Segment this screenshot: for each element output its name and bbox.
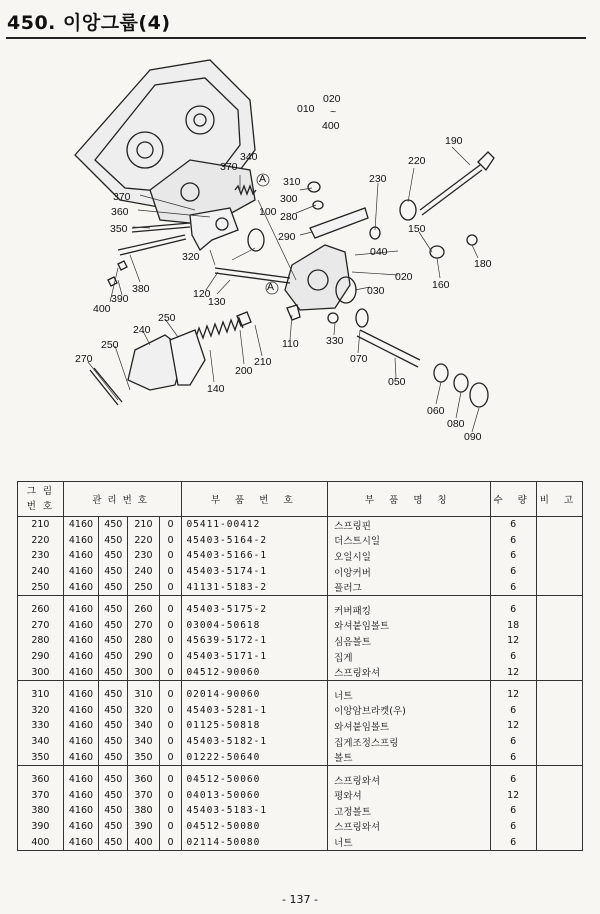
exploded-parts-diagram (0, 40, 600, 460)
remarks-cell (536, 595, 582, 617)
mgmt-a-cell: 4160 (63, 680, 98, 702)
mgmt-b-cell: 450 (99, 718, 128, 734)
callout-label: 130 (208, 296, 226, 308)
remarks-cell (536, 788, 582, 804)
part-name-cell: 이앙커버 (328, 564, 490, 580)
table-row (18, 579, 583, 595)
callout-label: 350 (110, 223, 128, 235)
remarks-cell (536, 533, 582, 549)
callout-label: 300 (280, 193, 298, 205)
part-no-cell: 01125-50818 (182, 718, 328, 734)
part-name-cell: 스프링와셔 (328, 664, 490, 680)
qty-cell: 6 (490, 548, 536, 564)
mgmt-b-cell: 450 (99, 734, 128, 750)
table-row (18, 595, 583, 617)
remarks-cell (536, 703, 582, 719)
table-row (18, 819, 583, 835)
fig-no-cell: 250 (18, 579, 64, 595)
mgmt-a-cell: 4160 (63, 749, 98, 765)
fig-no-cell: 220 (18, 533, 64, 549)
part-no-cell: 04512-90060 (182, 664, 328, 680)
table-row (18, 749, 583, 765)
part-no-cell: 45403-5281-1 (182, 703, 328, 719)
callout-label: 370 (220, 161, 238, 173)
table-row (18, 834, 583, 850)
callout-label: 270 (75, 353, 93, 365)
mgmt-b-cell: 450 (99, 579, 128, 595)
fig-no-cell: 320 (18, 703, 64, 719)
mgmt-d-cell: 0 (159, 819, 182, 835)
mgmt-d-cell: 0 (159, 595, 182, 617)
mgmt-c-cell: 400 (128, 834, 159, 850)
mgmt-a-cell: 4160 (63, 633, 98, 649)
table-row (18, 618, 583, 634)
mgmt-b-cell: 450 (99, 633, 128, 649)
mgmt-d-cell: 0 (159, 834, 182, 850)
mgmt-b-cell: 450 (99, 533, 128, 549)
qty-cell: 6 (490, 749, 536, 765)
part-no-cell: 02114-50080 (182, 834, 328, 850)
fig-no-cell: 360 (18, 765, 64, 787)
mgmt-b-cell: 450 (99, 749, 128, 765)
mgmt-c-cell: 280 (128, 633, 159, 649)
part-no-cell: 45403-5175-2 (182, 595, 328, 617)
callout-label: 250 (158, 312, 176, 324)
remarks-cell (536, 680, 582, 702)
fig-no-cell: 240 (18, 564, 64, 580)
part-name-cell: 더스트시일 (328, 533, 490, 549)
remarks-cell (536, 803, 582, 819)
fig-no-cell: 230 (18, 548, 64, 564)
remarks-cell (536, 765, 582, 787)
mgmt-d-cell: 0 (159, 718, 182, 734)
diagram-svg (0, 40, 600, 460)
callout-label: 110 (282, 338, 299, 350)
mgmt-c-cell: 250 (128, 579, 159, 595)
part-name-cell: 평와셔 (328, 788, 490, 804)
part-name-cell: 플러그 (328, 579, 490, 595)
table-row (18, 765, 583, 787)
remarks-cell (536, 618, 582, 634)
mgmt-b-cell: 450 (99, 765, 128, 787)
part-no-cell: 45403-5166-1 (182, 548, 328, 564)
qty-cell: 6 (490, 703, 536, 719)
mgmt-a-cell: 4160 (63, 834, 98, 850)
mgmt-d-cell: 0 (159, 618, 182, 634)
mgmt-c-cell: 300 (128, 664, 159, 680)
callout-label: 160 (432, 279, 450, 291)
mgmt-c-cell: 230 (128, 548, 159, 564)
qty-cell: 6 (490, 517, 536, 533)
mgmt-d-cell: 0 (159, 633, 182, 649)
qty-cell: 6 (490, 834, 536, 850)
mgmt-c-cell: 210 (128, 517, 159, 533)
fig-no-cell: 400 (18, 834, 64, 850)
remarks-cell (536, 664, 582, 680)
part-no-cell: 45403-5171-1 (182, 649, 328, 665)
qty-cell: 6 (490, 533, 536, 549)
part-no-cell: 45403-5183-1 (182, 803, 328, 819)
qty-cell: 6 (490, 579, 536, 595)
mgmt-c-cell: 390 (128, 819, 159, 835)
callout-label: 140 (207, 383, 225, 395)
callout-label: 220 (408, 155, 426, 167)
mgmt-a-cell: 4160 (63, 579, 98, 595)
part-name-cell: 스프링와셔 (328, 765, 490, 787)
callout-label: 200 (235, 365, 253, 377)
mgmt-c-cell: 340 (128, 734, 159, 750)
mgmt-a-cell: 4160 (63, 718, 98, 734)
page-title: 450. 이앙그룹(4) (7, 12, 171, 34)
mgmt-a-cell: 4160 (63, 734, 98, 750)
callout-label: 060 (427, 405, 445, 417)
remarks-cell (536, 749, 582, 765)
callout-label: 010 (297, 103, 315, 115)
mgmt-b-cell: 450 (99, 680, 128, 702)
mgmt-b-cell: 450 (99, 703, 128, 719)
callout-label: ~ (330, 106, 337, 118)
mgmt-c-cell: 340 (128, 718, 159, 734)
remarks-cell (536, 548, 582, 564)
qty-cell: 6 (490, 734, 536, 750)
title-rule (6, 37, 586, 39)
part-name-cell: 스프링와셔 (328, 819, 490, 835)
fig-no-cell: 290 (18, 649, 64, 665)
qty-cell: 12 (490, 664, 536, 680)
fig-no-cell: 280 (18, 633, 64, 649)
part-name-cell: 볼트 (328, 749, 490, 765)
callout-label: 040 (370, 246, 388, 258)
col-part-name: 부 품 명 칭 (328, 482, 490, 517)
mgmt-b-cell: 450 (99, 788, 128, 804)
mgmt-b-cell: 450 (99, 618, 128, 634)
callout-label: 390 (111, 293, 129, 305)
part-no-cell: 41131-5183-2 (182, 579, 328, 595)
part-name-cell: 스프링핀 (328, 517, 490, 533)
mgmt-a-cell: 4160 (63, 803, 98, 819)
part-no-cell: 45403-5164-2 (182, 533, 328, 549)
callout-label: 250 (101, 339, 119, 351)
mgmt-d-cell: 0 (159, 533, 182, 549)
part-no-cell: 05411-00412 (182, 517, 328, 533)
table-row (18, 803, 583, 819)
remarks-cell (536, 834, 582, 850)
callout-label: 370 (113, 191, 131, 203)
part-name-cell: 집게 (328, 649, 490, 665)
remarks-cell (536, 819, 582, 835)
callout-label: 340 (240, 151, 258, 163)
mgmt-a-cell: 4160 (63, 564, 98, 580)
part-name-cell: 너트 (328, 834, 490, 850)
qty-cell: 6 (490, 803, 536, 819)
qty-cell: 6 (490, 819, 536, 835)
mgmt-d-cell: 0 (159, 788, 182, 804)
part-no-cell: 04512-50080 (182, 819, 328, 835)
part-name-cell: 너트 (328, 680, 490, 702)
part-name-cell: 이앙암브라켓(우) (328, 703, 490, 719)
mgmt-c-cell: 360 (128, 765, 159, 787)
callout-label: 180 (474, 258, 492, 270)
mgmt-b-cell: 450 (99, 548, 128, 564)
qty-cell: 6 (490, 649, 536, 665)
mgmt-a-cell: 4160 (63, 533, 98, 549)
part-no-cell: 03004-50618 (182, 618, 328, 634)
callout-label: 070 (350, 353, 368, 365)
callout-label: 050 (388, 376, 406, 388)
mgmt-b-cell: 450 (99, 819, 128, 835)
callout-label: 090 (464, 431, 482, 443)
col-qty: 수 량 (490, 482, 536, 517)
table-row (18, 788, 583, 804)
mgmt-c-cell: 310 (128, 680, 159, 702)
part-name-cell: 집게조정스프링 (328, 734, 490, 750)
callout-label: 310 (283, 176, 301, 188)
part-name-cell: 커버패킹 (328, 595, 490, 617)
table-row (18, 533, 583, 549)
remarks-cell (536, 564, 582, 580)
mgmt-c-cell: 260 (128, 595, 159, 617)
table-row (18, 564, 583, 580)
part-name-cell: 오일시일 (328, 548, 490, 564)
mgmt-c-cell: 320 (128, 703, 159, 719)
part-no-cell: 02014-90060 (182, 680, 328, 702)
callout-label: 290 (278, 231, 296, 243)
qty-cell: 6 (490, 564, 536, 580)
table-row (18, 703, 583, 719)
remarks-cell (536, 633, 582, 649)
callout-label: 380 (132, 283, 150, 295)
fig-no-cell: 310 (18, 680, 64, 702)
callout-label: 120 (193, 288, 211, 300)
callout-label: 360 (111, 206, 129, 218)
mgmt-d-cell: 0 (159, 765, 182, 787)
part-no-cell: 04512-50060 (182, 765, 328, 787)
mgmt-d-cell: 0 (159, 749, 182, 765)
part-name-cell: 와셔붙임볼트 (328, 718, 490, 734)
fig-no-cell: 210 (18, 517, 64, 533)
table-row (18, 664, 583, 680)
fig-no-cell: 370 (18, 788, 64, 804)
mgmt-c-cell: 290 (128, 649, 159, 665)
mgmt-d-cell: 0 (159, 803, 182, 819)
fig-no-cell: 350 (18, 749, 64, 765)
col-mgmt-no: 관리번호 (63, 482, 182, 517)
fig-no-cell: 260 (18, 595, 64, 617)
qty-cell: 12 (490, 788, 536, 804)
mgmt-a-cell: 4160 (63, 788, 98, 804)
mgmt-b-cell: 450 (99, 664, 128, 680)
mgmt-d-cell: 0 (159, 734, 182, 750)
mgmt-b-cell: 450 (99, 803, 128, 819)
qty-cell: 12 (490, 718, 536, 734)
callout-label: 280 (280, 211, 298, 223)
remarks-cell (536, 649, 582, 665)
remarks-cell (536, 734, 582, 750)
callout-label: 400 (322, 120, 340, 132)
remarks-cell (536, 579, 582, 595)
mgmt-d-cell: 0 (159, 703, 182, 719)
table-row (18, 734, 583, 750)
callout-label: 080 (447, 418, 465, 430)
table-row (18, 517, 583, 533)
callout-label: 330 (326, 335, 344, 347)
callout-label: A (267, 281, 275, 293)
mgmt-c-cell: 220 (128, 533, 159, 549)
mgmt-c-cell: 370 (128, 788, 159, 804)
callout-label: 190 (445, 135, 463, 147)
mgmt-a-cell: 4160 (63, 548, 98, 564)
fig-no-cell: 300 (18, 664, 64, 680)
mgmt-a-cell: 4160 (63, 517, 98, 533)
callout-label: 400 (93, 303, 111, 315)
callout-label: 240 (133, 324, 151, 336)
remarks-cell (536, 718, 582, 734)
page-number: - 137 - (282, 893, 318, 906)
fig-no-cell: 380 (18, 803, 64, 819)
mgmt-d-cell: 0 (159, 649, 182, 665)
part-no-cell: 01222-50640 (182, 749, 328, 765)
table-header-row (18, 482, 583, 517)
table-row (18, 633, 583, 649)
parts-table (17, 481, 583, 851)
mgmt-a-cell: 4160 (63, 765, 98, 787)
table-body (18, 517, 583, 851)
callout-label: A (259, 173, 267, 185)
qty-cell: 6 (490, 765, 536, 787)
mgmt-a-cell: 4160 (63, 819, 98, 835)
col-fig-no: 그 림 번 호 (18, 482, 64, 517)
mgmt-a-cell: 4160 (63, 703, 98, 719)
part-name-cell: 심음볼트 (328, 633, 490, 649)
mgmt-d-cell: 0 (159, 548, 182, 564)
mgmt-d-cell: 0 (159, 680, 182, 702)
callout-label: 020 (323, 93, 341, 105)
table-row (18, 680, 583, 702)
mgmt-c-cell: 240 (128, 564, 159, 580)
part-no-cell: 45403-5182-1 (182, 734, 328, 750)
mgmt-c-cell: 380 (128, 803, 159, 819)
mgmt-a-cell: 4160 (63, 649, 98, 665)
fig-no-cell: 330 (18, 718, 64, 734)
fig-no-cell: 340 (18, 734, 64, 750)
mgmt-a-cell: 4160 (63, 664, 98, 680)
mgmt-b-cell: 450 (99, 595, 128, 617)
table-row (18, 548, 583, 564)
table-row (18, 649, 583, 665)
remarks-cell (536, 517, 582, 533)
mgmt-d-cell: 0 (159, 664, 182, 680)
qty-cell: 12 (490, 680, 536, 702)
col-part-no: 부 품 번 호 (182, 482, 328, 517)
callout-label: 230 (369, 173, 387, 185)
mgmt-d-cell: 0 (159, 579, 182, 595)
fig-no-cell: 390 (18, 819, 64, 835)
callout-label: 150 (408, 223, 426, 235)
callout-label: 020 (395, 271, 413, 283)
mgmt-b-cell: 450 (99, 649, 128, 665)
callout-label: 030 (367, 285, 385, 297)
qty-cell: 6 (490, 595, 536, 617)
mgmt-c-cell: 270 (128, 618, 159, 634)
mgmt-b-cell: 450 (99, 834, 128, 850)
mgmt-a-cell: 4160 (63, 618, 98, 634)
part-no-cell: 04013-50060 (182, 788, 328, 804)
mgmt-b-cell: 450 (99, 564, 128, 580)
callout-label: 210 (254, 356, 272, 368)
mgmt-a-cell: 4160 (63, 595, 98, 617)
qty-cell: 18 (490, 618, 536, 634)
mgmt-d-cell: 0 (159, 564, 182, 580)
part-name-cell: 고정볼트 (328, 803, 490, 819)
part-no-cell: 45639-5172-1 (182, 633, 328, 649)
table-row (18, 718, 583, 734)
part-no-cell: 45403-5174-1 (182, 564, 328, 580)
fig-no-cell: 270 (18, 618, 64, 634)
part-name-cell: 와셔붙임볼트 (328, 618, 490, 634)
qty-cell: 12 (490, 633, 536, 649)
mgmt-d-cell: 0 (159, 517, 182, 533)
callout-label: 320 (182, 251, 200, 263)
mgmt-c-cell: 350 (128, 749, 159, 765)
col-remarks: 비 고 (536, 482, 582, 517)
mgmt-b-cell: 450 (99, 517, 128, 533)
callout-label: 100 (259, 206, 277, 218)
